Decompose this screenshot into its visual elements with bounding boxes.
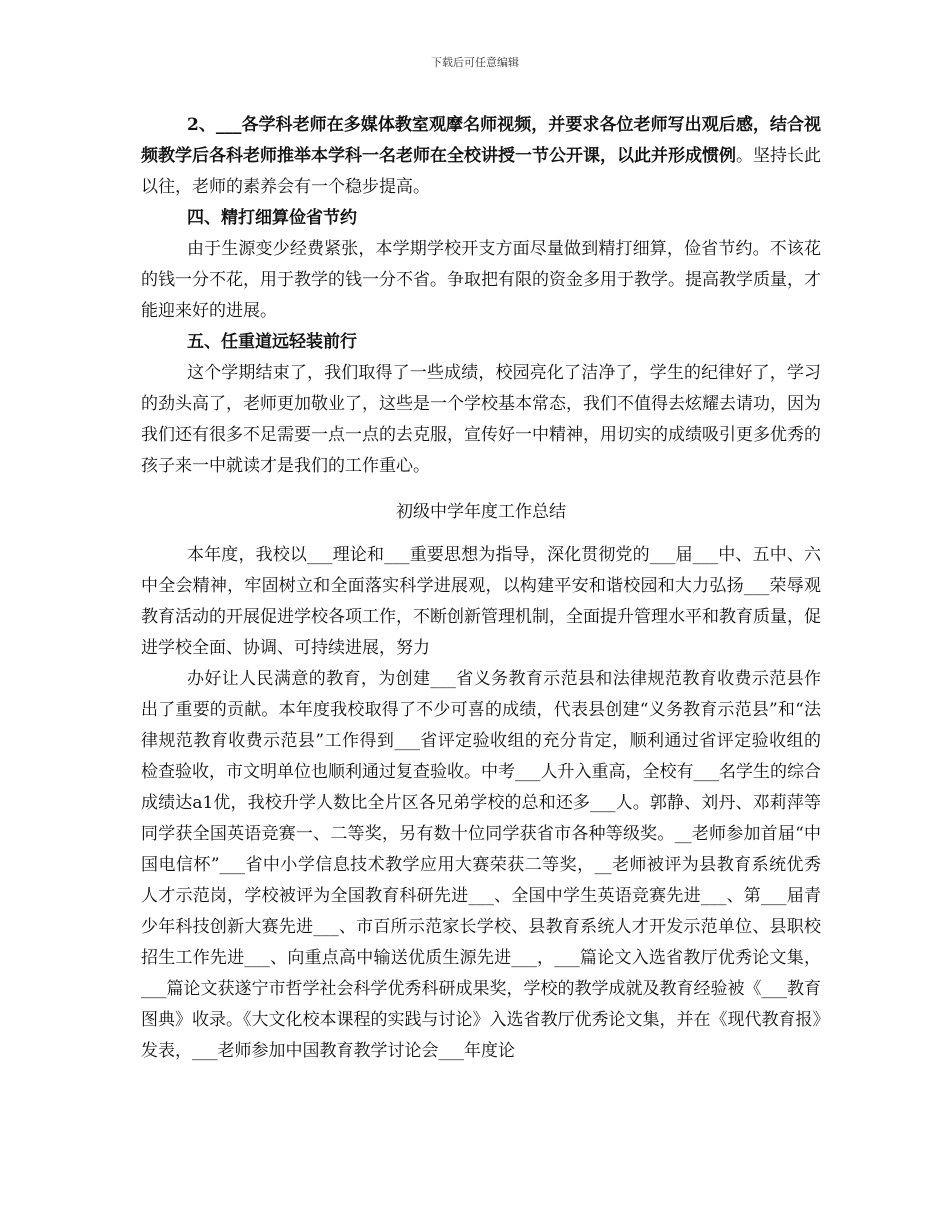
section4-heading: 四、精打细算俭省节约 — [187, 208, 357, 228]
document-title: 初级中学年度工作总结 — [396, 502, 566, 522]
section1-normal-text: 。坚持长此以往，老师的素养会有一个稳步提高。 — [141, 146, 821, 197]
paragraph-2: 办好让人民满意的教育，为创建___省义务教育示范县和法律规范教育收费示范县作出了重要的贡献。本年度我校取得了不少可喜的成绩，代表县创建“义务教育示范县”和“法律规范教育收费示范县”工作得到___省评定验收组的充分肯定，顺利通过省评定验收组的检查验收，市文明单位也顺利通过复查验收。中考___人升入重高，全校有___名学生的综合成绩达a1优，我校升学人数比全片区各兄弟学校的总和还多___人。郭静、刘丹、邓莉萍等同学获全国英语竞赛一、二等奖，另有数十位同学获省市各种等级奖。__老师参加首届“中国电信杯”___省中小学信息技术教学应用大赛荣获二等奖，__老师被评为县教育系统优秀人才示范岗，学校被评为全国教育科研先进___、全国中学生英语竞赛先进___、第___届青少年科技创新大赛先进___、市百所示范家长学校、县教育系统人才开发示范单位、县职校招生工作先进___、向重点高中输送优质生源先进___，___篇论文入选省教厅优秀论文集，___篇论文获遂宁市哲学社会科学优秀科研成果奖，学校的教学成就及教育经验被《___教育图典》收录。《大文化校本课程的实践与讨论》入选省教厅优秀论文集，并在《现代教育报》发表，___老师参加中国教育教学讨论会___年度论 — [141, 669, 821, 1061]
paragraph-1: 本年度，我校以___理论和___重要思想为指导，深化贯彻党的___届___中、五中、六中全会精神，牢固树立和全面落实科学进展观，以构建平安和谐校园和大力弘扬___荣辱观教育活动的开展促进学校各项工作，不断创新管理机制，全面提升管理水平和教育质量，促进学校全面、协调、可持续进展，努力 — [141, 545, 821, 658]
page-header: 下载后可任意编辑 — [431, 56, 519, 69]
document-body — [141, 110, 821, 1067]
section1-bold-text: 2、___各学科老师在多媒体教室观摩名师视频，并要求各位老师写出观后感，结合视频教学后各科老师推举本学科一名老师在全校讲授一节公开课，以此并形成惯例 — [141, 115, 821, 166]
section5-body: 这个学期结束了，我们取得了一些成绩，校园亮化了洁净了，学生的纪律好了，学习的劲头高了，老师更加敬业了，这些是一个学校基本常态，我们不值得去炫耀去请功，因为我们还有很多不足需要一点一点的去克服，宣传好一中精神，用切实的成绩吸引更多优秀的孩子来一中就读才是我们的工作重心。 — [141, 363, 821, 476]
section4-body: 由于生源变少经费紧张，本学期学校开支方面尽量做到精打细算，俭省节约。不该花的钱一分不花，用于教学的钱一分不省。争取把有限的资金多用于教学。提高教学质量，才能迎来好的进展。 — [141, 239, 821, 321]
section1-paragraph — [141, 110, 821, 203]
section5-heading: 五、任重道远轻装前行 — [187, 332, 357, 352]
